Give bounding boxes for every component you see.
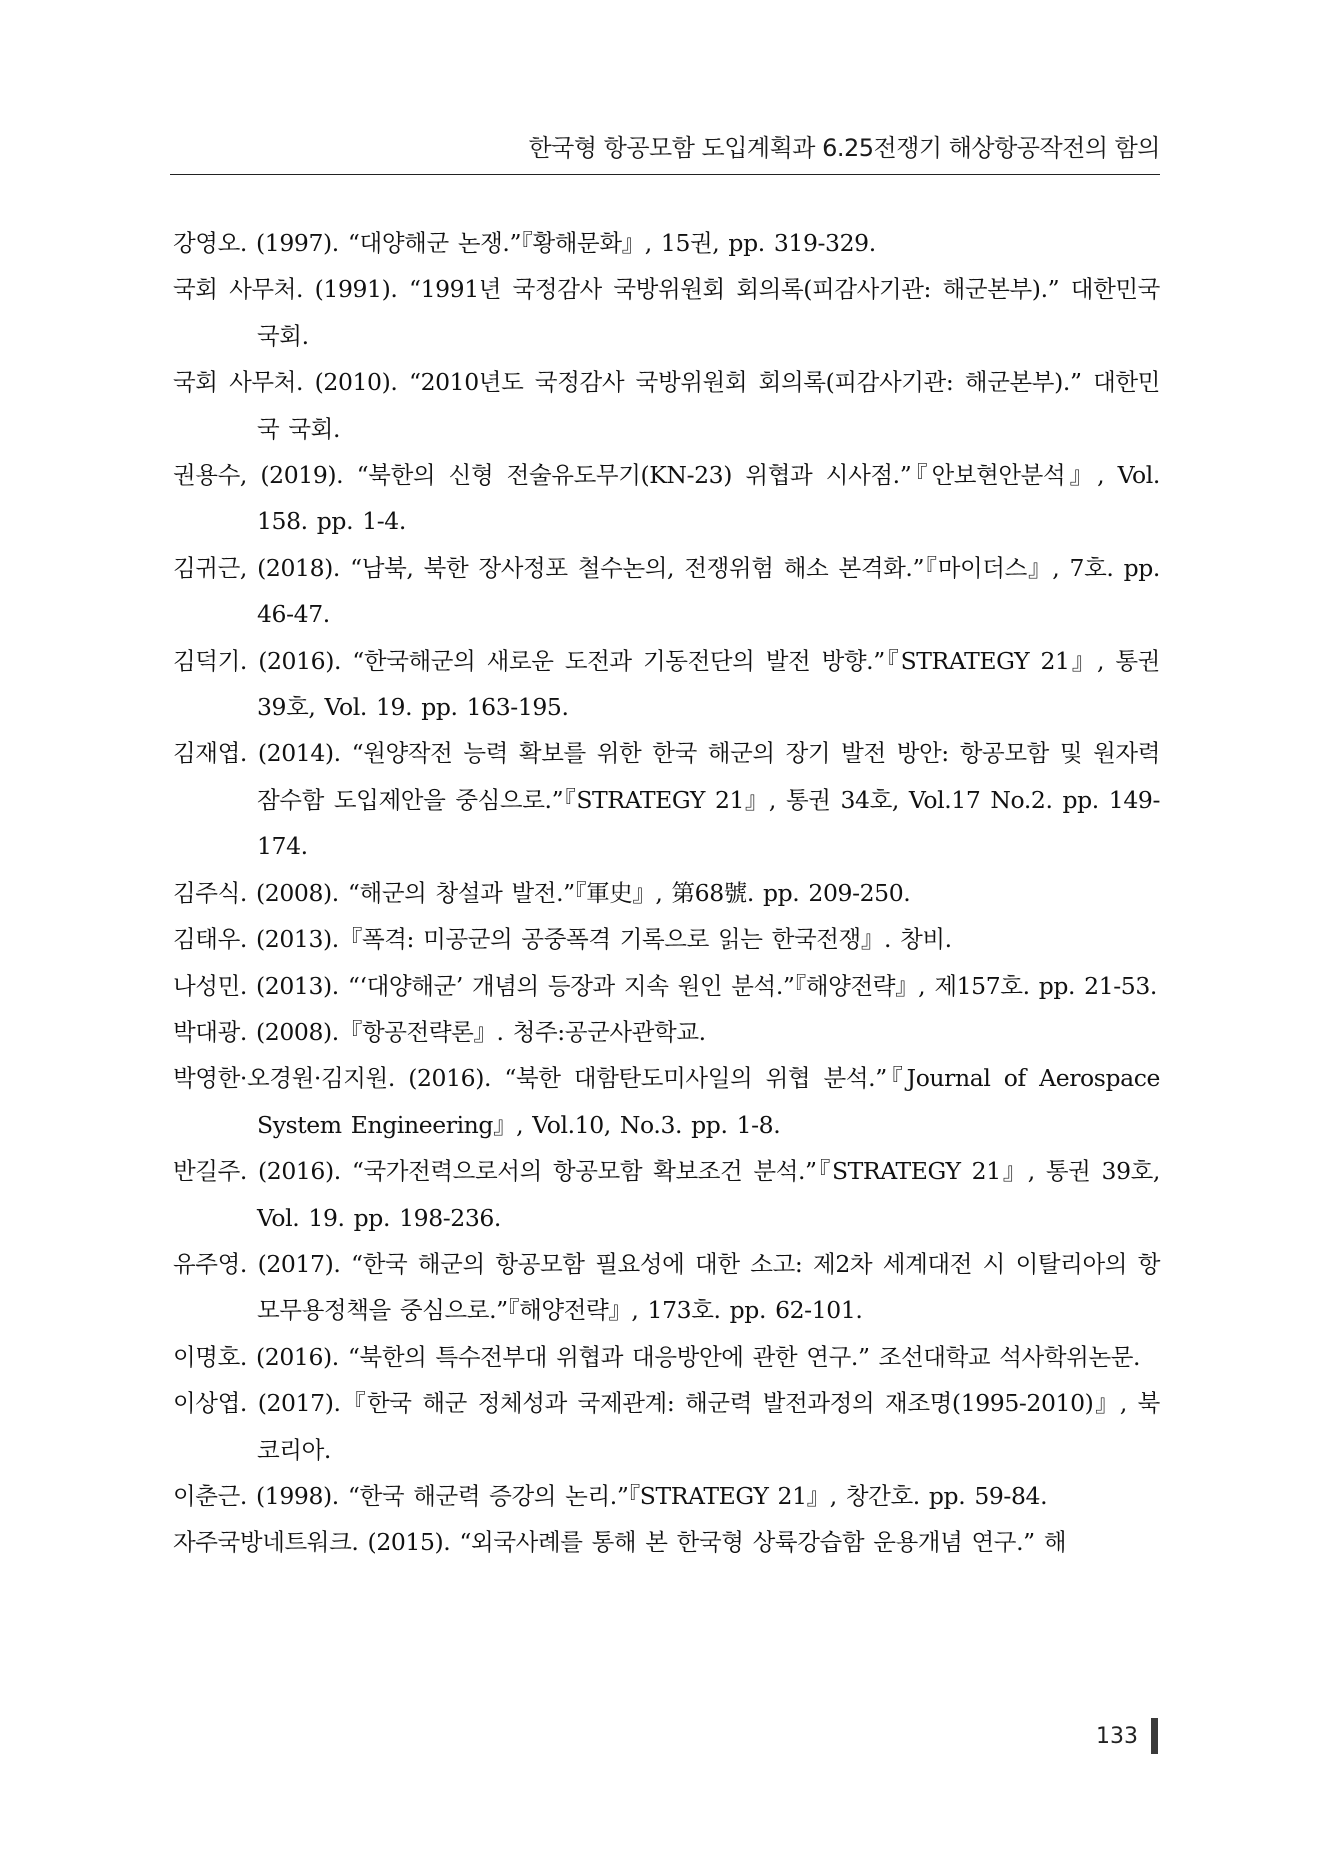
running-header xyxy=(170,130,1160,175)
reference-entry: 김태우. (2013).『폭격: 미공군의 공중폭격 기록으로 읽는 한국전쟁』. 창비. xyxy=(173,925,952,954)
running-header-title: 한국형 항공모함 도입계획과 6.25전쟁기 해상항공작전의 함의 xyxy=(528,134,1160,162)
reference-entry: 박영한·오경원·김지원. (2016). “북한 대함탄도미사일의 위협 분석.”『Journal of Aerospace System Engineering』, Vol.10, No.3. pp. 1-8. xyxy=(173,1064,1160,1139)
reference-entry: 반길주. (2016). “국가전력으로서의 항공모함 확보조건 분석.”『STRATEGY 21』, 통권 39호, Vol. 19. pp. 198-236. xyxy=(173,1157,1160,1232)
reference-entry: 이상엽. (2017).『한국 해군 정체성과 국제관계: 해군력 발전과정의 재조명(1995-2010)』, 북코리아. xyxy=(173,1389,1160,1464)
reference-entry: 국회 사무처. (1991). “1991년 국정감사 국방위원회 회의록(피감사기관: 해군본부).” 대한민국 국회. xyxy=(173,275,1160,350)
reference-entry: 김재엽. (2014). “원양작전 능력 확보를 위한 한국 해군의 장기 발전 방안: 항공모함 및 원자력 잠수함 도입제안을 중심으로.”『STRATEGY 21』, 통권 34호, Vol.17 No.2. pp. 149-174. xyxy=(173,739,1160,861)
reference-entry: 김귀근, (2018). “남북, 북한 장사정포 철수논의, 전쟁위험 해소 본격화.”『마이더스』, 7호. pp. 46-47. xyxy=(173,553,1160,629)
reference-entry: 이명호. (2016). “북한의 특수전부대 위협과 대응방안에 관한 연구.” 조선대학교 석사학위논문. xyxy=(173,1342,1141,1371)
reference-entry: 김주식. (2008). “해군의 창설과 발전.”『軍史』, 第68號. pp. 209-250. xyxy=(173,878,911,907)
reference-entry: 나성민. (2013). “‘대양해군’ 개념의 등장과 지속 원인 분석.”『해양전략』, 제157호. pp. 21-53. xyxy=(173,971,1157,1000)
reference-entry: 국회 사무처. (2010). “2010년도 국정감사 국방위원회 회의록(피감사기관: 해군본부).” 대한민국 국회. xyxy=(173,368,1160,443)
reference-entry: 권용수, (2019). “북한의 신형 전술유도무기(KN-23) 위협과 시사점.”『안보현안분석』, Vol. 158. pp. 1-4. xyxy=(173,461,1160,536)
page-marker-bar xyxy=(1151,1718,1158,1754)
reference-entry: 유주영. (2017). “한국 해군의 항공모함 필요성에 대한 소고: 제2차 세계대전 시 이탈리아의 항모무용정책을 중심으로.”『해양전략』, 173호. pp. 62-101. xyxy=(173,1249,1160,1325)
reference-entry: 김덕기. (2016). “한국해군의 새로운 도전과 기동전단의 발전 방향.”『STRATEGY 21』, 통권 39호, Vol. 19. pp. 163-195. xyxy=(173,646,1160,722)
reference-entry: 박대광. (2008).『항공전략론』. 청주:공군사관학교. xyxy=(173,1017,706,1046)
reference-entry: 강영오. (1997). “대양해군 논쟁.”『황해문화』, 15권, pp. 319-329. xyxy=(173,229,876,257)
page-number: 133 xyxy=(1096,1724,1138,1749)
reference-entry: 자주국방네트워크. (2015). “외국사례를 통해 본 한국형 상륙강습함 운용개념 연구.” 해 xyxy=(173,1528,1067,1557)
reference-entry: 이춘근. (1998). “한국 해군력 증강의 논리.”『STRATEGY 21』, 창간호. pp. 59-84. xyxy=(173,1481,1048,1510)
reference-list xyxy=(173,220,1160,1566)
